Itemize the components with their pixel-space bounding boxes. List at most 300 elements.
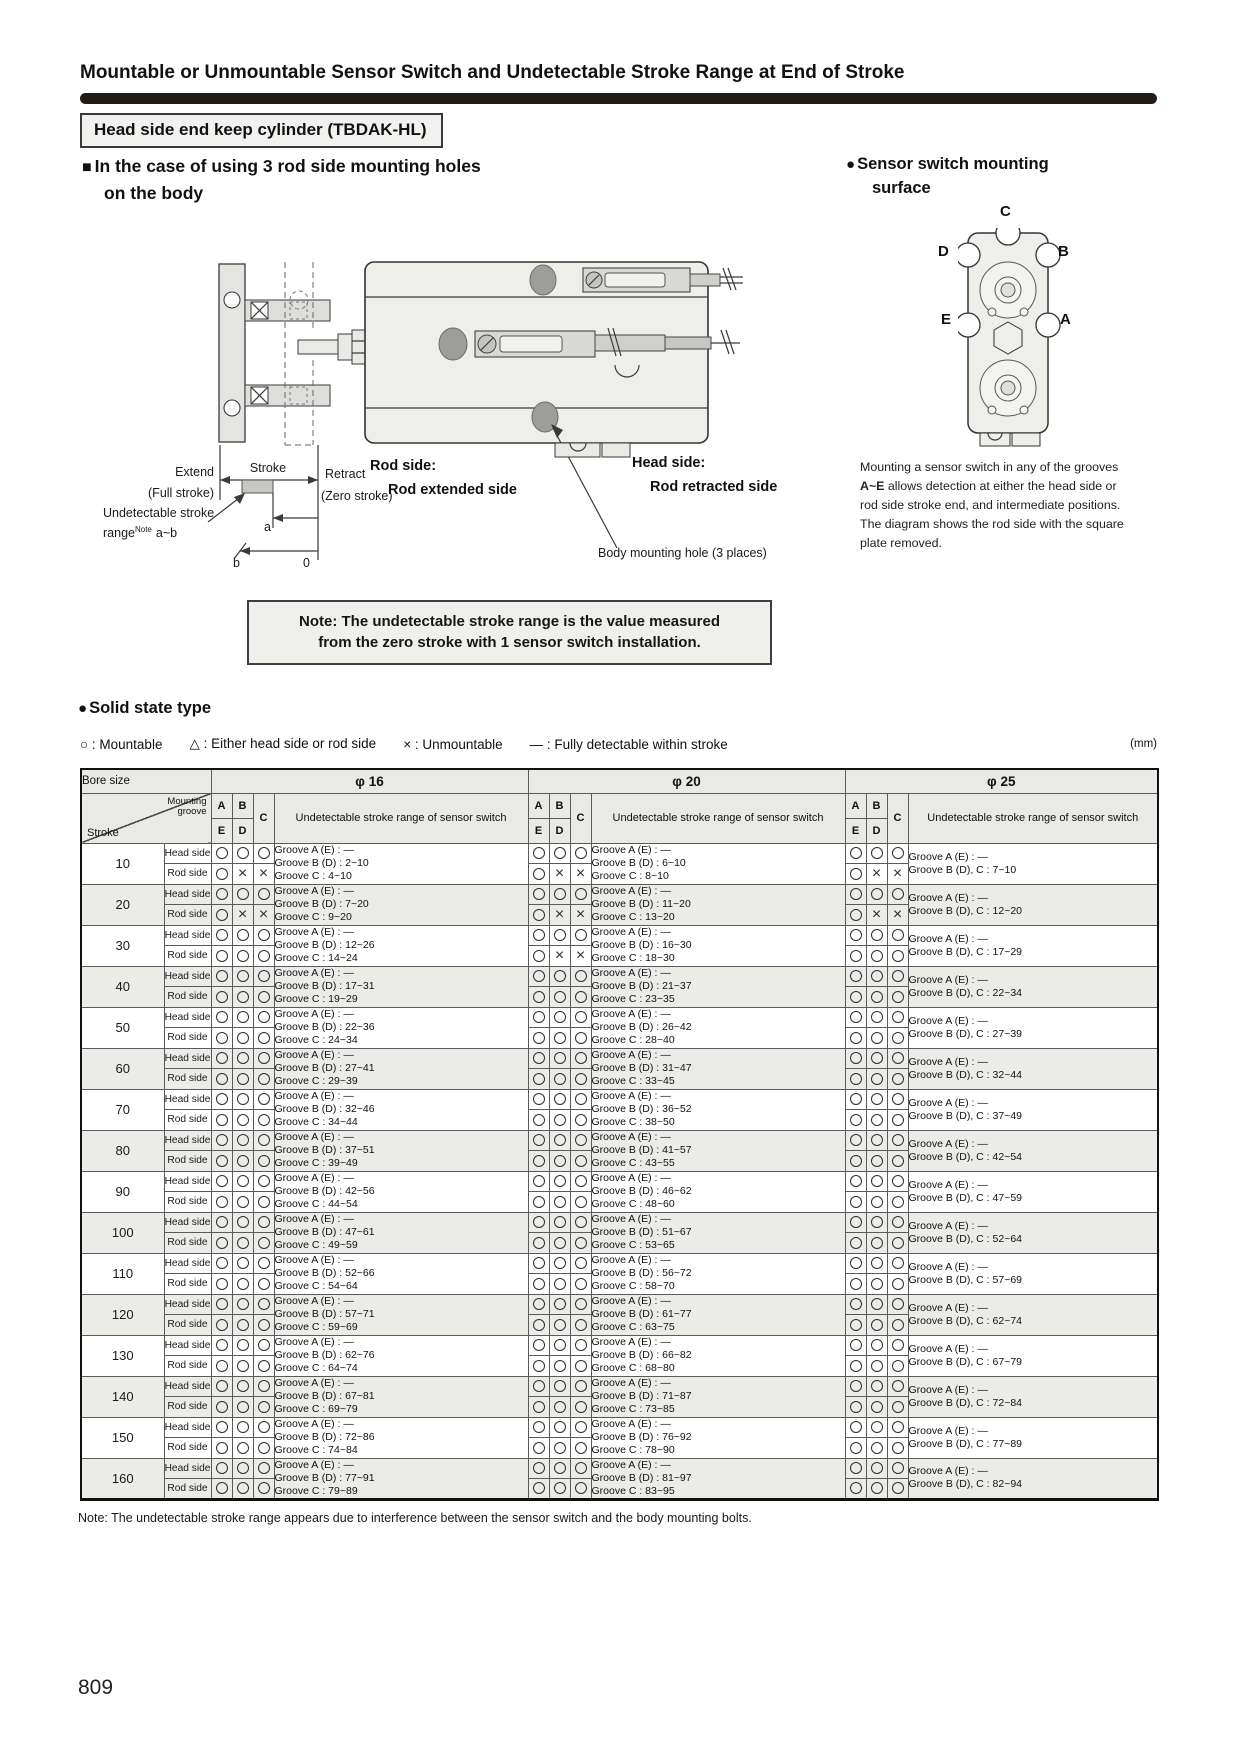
range-word: range: [103, 526, 135, 541]
mountable-mark-cell: [528, 966, 549, 987]
mountable-circle-icon: [850, 888, 862, 900]
mountable-circle-icon: [871, 1360, 883, 1372]
mountable-mark-cell: [887, 1110, 908, 1131]
mountable-mark-cell: [549, 1007, 570, 1028]
mountable-mark-cell: [887, 1274, 908, 1295]
mountable-mark-cell: [528, 1438, 549, 1459]
circle-bullet-icon: ●: [846, 156, 856, 173]
mountable-mark-cell: [570, 1171, 591, 1192]
table-row: [81, 1335, 1158, 1356]
mountable-circle-icon: [892, 1196, 904, 1208]
mountable-circle-icon: [237, 1380, 249, 1392]
groove-range-cell: Groove A (E) : — Groove B (D) : 47~61 Groove C : 49~59: [274, 1212, 528, 1253]
table-row: [81, 1171, 1158, 1192]
mountable-circle-icon: [258, 1401, 270, 1413]
mountable-circle-icon: [533, 1196, 545, 1208]
mountable-mark-cell: [528, 1110, 549, 1131]
mountable-circle-icon: [533, 847, 545, 859]
mountable-circle-icon: [575, 1339, 587, 1351]
mountable-circle-icon: [533, 1216, 545, 1228]
mountable-circle-icon: [892, 1052, 904, 1064]
letter-d: D: [238, 824, 247, 837]
mountable-mark-cell: [845, 946, 866, 967]
mountable-mark-cell: [866, 1048, 887, 1069]
mountable-circle-icon: [871, 1011, 883, 1023]
solid-state-heading: [78, 699, 211, 718]
mountable-mark-cell: [528, 1479, 549, 1500]
mountable-mark-cell: [866, 925, 887, 946]
unmountable-x-icon: ×: [554, 946, 565, 964]
mountable-mark-cell: [253, 1028, 274, 1049]
mountable-circle-icon: [533, 1011, 545, 1023]
mountable-mark-cell: [845, 1130, 866, 1151]
desc-line5: plate removed.: [860, 536, 942, 550]
mountable-circle-icon: [533, 1421, 545, 1433]
mountable-mark-cell: [528, 1028, 549, 1049]
mountable-circle-icon: [258, 1073, 270, 1085]
mountable-mark-cell: [549, 1335, 570, 1356]
mountable-mark-cell: [211, 1479, 232, 1500]
mountable-mark-cell: [549, 1028, 570, 1049]
mountable-mark-cell: [549, 1130, 570, 1151]
letter-d: D: [555, 824, 564, 837]
mountable-circle-icon: [892, 1462, 904, 1474]
mountable-mark-cell: [528, 1007, 549, 1028]
mountable-mark-cell: [887, 1417, 908, 1438]
mountable-circle-icon: [533, 868, 545, 880]
undetectable-range-label-line1: Undetectable stroke: [103, 506, 215, 520]
groove-col-bd: [549, 793, 570, 843]
mountable-circle-icon: [871, 1462, 883, 1474]
mountable-circle-icon: [216, 1442, 228, 1454]
mountable-mark-cell: [866, 1110, 887, 1131]
mountable-circle-icon: [892, 888, 904, 900]
mountable-circle-icon: [258, 1380, 270, 1392]
mountable-circle-icon: [533, 1360, 545, 1372]
mountable-mark-cell: [253, 1335, 274, 1356]
mountable-circle-icon: [554, 1032, 566, 1044]
mountable-circle-icon: [850, 1052, 862, 1064]
rod-side-cell: Rod side: [164, 1192, 211, 1213]
mountable-mark-cell: [253, 1151, 274, 1172]
mountable-mark-cell: [211, 1397, 232, 1418]
mountable-mark-cell: [211, 1417, 232, 1438]
unmountable-mark-cell: [232, 864, 253, 885]
mountable-mark-cell: [570, 1212, 591, 1233]
mountable-circle-icon: [554, 1155, 566, 1167]
groove-range-cell: Groove A (E) : — Groove B (D) : 6~10 Groove C : 8~10: [591, 843, 845, 884]
rod-side-cell: Rod side: [164, 864, 211, 885]
mountable-circle-icon: [850, 1278, 862, 1290]
mountable-circle-icon: [216, 1175, 228, 1187]
table-row: [81, 843, 1158, 864]
sensor-mounting-heading-line1: Sensor switch mounting: [857, 155, 1049, 173]
rod-side-cell: Rod side: [164, 1069, 211, 1090]
mountable-mark-cell: [549, 1356, 570, 1377]
left-heading-line2: on the body: [104, 183, 204, 203]
mountable-circle-icon: [575, 1421, 587, 1433]
mountable-mark-cell: [887, 1294, 908, 1315]
letter-e: E: [217, 824, 226, 837]
mountable-circle-icon: [575, 1401, 587, 1413]
mountable-circle-icon: [237, 1011, 249, 1023]
mountable-mark-cell: [232, 1048, 253, 1069]
mountable-circle-icon: [575, 1257, 587, 1269]
mountable-circle-icon: [575, 1114, 587, 1126]
mountable-mark-cell: [528, 864, 549, 885]
corner-cell: [81, 793, 211, 843]
unmountable-mark-cell: [253, 864, 274, 885]
mountable-mark-cell: [887, 1048, 908, 1069]
rod-side-cell: Rod side: [164, 1274, 211, 1295]
mountable-circle-icon: [237, 1052, 249, 1064]
mountable-circle-icon: [850, 909, 862, 921]
undetectable-header-20: Undetectable stroke range of sensor switch: [591, 793, 845, 843]
mountable-mark-cell: [232, 1028, 253, 1049]
mountable-mark-cell: [570, 843, 591, 864]
mountable-circle-icon: [850, 1421, 862, 1433]
mountable-mark-cell: [570, 1274, 591, 1295]
mountable-circle-icon: [850, 1482, 862, 1494]
mountable-circle-icon: [554, 1114, 566, 1126]
mountable-circle-icon: [871, 847, 883, 859]
mountable-mark-cell: [845, 1151, 866, 1172]
mountable-circle-icon: [871, 888, 883, 900]
stroke-cell: 90: [81, 1171, 164, 1212]
head-side-cell: Head side: [164, 1294, 211, 1315]
mountable-circle-icon: [216, 888, 228, 900]
groove-range-cell: Groove A (E) : — Groove B (D) : 72~86 Groove C : 74~84: [274, 1417, 528, 1458]
mountable-circle-icon: [575, 1134, 587, 1146]
mountable-mark-cell: [528, 1069, 549, 1090]
table-row: [81, 1253, 1158, 1274]
unmountable-mark-cell: [866, 905, 887, 926]
mountable-circle-icon: [892, 847, 904, 859]
unmountable-x-icon: ×: [575, 946, 586, 964]
bore-20-header: φ 20: [528, 769, 845, 793]
mountable-mark-cell: [211, 1130, 232, 1151]
mountable-mark-cell: [211, 1376, 232, 1397]
mountable-mark-cell: [232, 1335, 253, 1356]
groove-col-ae: [845, 793, 866, 843]
groove-range-cell: Groove A (E) : — Groove B (D) : 42~56 Groove C : 44~54: [274, 1171, 528, 1212]
legend-fully-detectable: — : Fully detectable within stroke: [529, 736, 728, 752]
mountable-circle-icon: [258, 970, 270, 982]
head-side-cell: Head side: [164, 1171, 211, 1192]
mountable-mark-cell: [866, 946, 887, 967]
mountable-circle-icon: [237, 1278, 249, 1290]
mountable-mark-cell: [253, 1171, 274, 1192]
mountable-mark-cell: [570, 1028, 591, 1049]
mountable-mark-cell: [253, 1458, 274, 1479]
head-side-cell: Head side: [164, 1458, 211, 1479]
mountable-circle-icon: [237, 1442, 249, 1454]
rod-side-cell: Rod side: [164, 1479, 211, 1500]
mountable-mark-cell: [232, 1376, 253, 1397]
mountable-mark-cell: [253, 1479, 274, 1500]
mountable-mark-cell: [845, 1294, 866, 1315]
groove-range-cell: Groove A (E) : — Groove B (D) : 21~37 Groove C : 23~35: [591, 966, 845, 1007]
mountable-circle-icon: [533, 1257, 545, 1269]
mountable-mark-cell: [570, 1376, 591, 1397]
letter-a: A: [529, 794, 549, 819]
mountable-mark-cell: [549, 1438, 570, 1459]
mountable-mark-cell: [866, 1315, 887, 1336]
mountable-mark-cell: [211, 1110, 232, 1131]
mountable-circle-icon: [850, 1319, 862, 1331]
mountable-circle-icon: [216, 1360, 228, 1372]
mountable-mark-cell: [232, 966, 253, 987]
mountable-mark-cell: [549, 1315, 570, 1336]
mountable-circle-icon: [258, 1196, 270, 1208]
groove-word: groove: [177, 806, 207, 817]
mountable-mark-cell: [887, 1212, 908, 1233]
stroke-cell: 110: [81, 1253, 164, 1294]
mountable-mark-cell: [887, 1376, 908, 1397]
mountable-circle-icon: [871, 1155, 883, 1167]
mountable-circle-icon: [575, 1319, 587, 1331]
groove-col-c: C: [887, 793, 908, 843]
mountable-circle-icon: [216, 1298, 228, 1310]
mountable-circle-icon: [216, 1278, 228, 1290]
mountable-mark-cell: [232, 1356, 253, 1377]
mountable-mark-cell: [845, 1479, 866, 1500]
mountable-circle-icon: [237, 1073, 249, 1085]
mountable-circle-icon: [258, 847, 270, 859]
mountable-mark-cell: [528, 1171, 549, 1192]
mountable-mark-cell: [253, 1048, 274, 1069]
mountable-circle-icon: [533, 1298, 545, 1310]
mountable-circle-icon: [533, 991, 545, 1003]
mountable-mark-cell: [549, 1233, 570, 1254]
mountable-mark-cell: [232, 884, 253, 905]
head-side-cell: Head side: [164, 1212, 211, 1233]
mountable-mark-cell: [528, 1151, 549, 1172]
dim-a-label: a: [264, 520, 271, 534]
groove-range-cell: Groove A (E) : — Groove B (D), C : 77~89: [908, 1417, 1158, 1458]
mountable-mark-cell: [570, 1069, 591, 1090]
mountable-mark-cell: [845, 1048, 866, 1069]
note-box-line1: Note: The undetectable stroke range is the value measured: [299, 613, 720, 630]
legend-mountable: ○ : Mountable: [80, 736, 163, 752]
mountable-mark-cell: [211, 1315, 232, 1336]
page-number: 809: [78, 1676, 114, 1699]
mountable-circle-icon: [871, 1196, 883, 1208]
groove-range-cell: Groove A (E) : — Groove B (D) : 12~26 Groove C : 14~24: [274, 925, 528, 966]
mountable-circle-icon: [554, 1421, 566, 1433]
mountable-mark-cell: [866, 1458, 887, 1479]
mountable-circle-icon: [871, 1237, 883, 1249]
mountable-circle-icon: [575, 1196, 587, 1208]
mountable-mark-cell: [845, 987, 866, 1008]
mountable-circle-icon: [871, 1421, 883, 1433]
rod-retracted-label: Rod retracted side: [650, 479, 778, 495]
mountable-circle-icon: [575, 888, 587, 900]
mountable-circle-icon: [237, 1196, 249, 1208]
mountable-mark-cell: [253, 946, 274, 967]
note-superscript: Note: [134, 525, 152, 534]
mountable-mark-cell: [232, 946, 253, 967]
mountable-mark-cell: [211, 987, 232, 1008]
groove-range-cell: Groove A (E) : — Groove B (D) : 66~82 Groove C : 68~80: [591, 1335, 845, 1376]
mountable-mark-cell: [549, 966, 570, 987]
cylinder-diagram: [85, 230, 745, 590]
mountable-circle-icon: [554, 1052, 566, 1064]
mountable-circle-icon: [258, 1257, 270, 1269]
mountable-circle-icon: [533, 1339, 545, 1351]
mountable-mark-cell: [253, 1438, 274, 1459]
mountable-mark-cell: [887, 1089, 908, 1110]
mountable-circle-icon: [216, 950, 228, 962]
mountable-mark-cell: [253, 1417, 274, 1438]
mountable-mark-cell: [887, 884, 908, 905]
mountable-mark-cell: [570, 1192, 591, 1213]
mountable-mark-cell: [549, 925, 570, 946]
mountable-mark-cell: [528, 1356, 549, 1377]
mountable-mark-cell: [528, 1233, 549, 1254]
mountable-mark-cell: [845, 1007, 866, 1028]
mountable-circle-icon: [850, 1032, 862, 1044]
mountable-circle-icon: [258, 1278, 270, 1290]
mountable-circle-icon: [554, 847, 566, 859]
table-row: [81, 925, 1158, 946]
mountable-circle-icon: [258, 1114, 270, 1126]
mountable-mark-cell: [253, 1397, 274, 1418]
mountable-mark-cell: [528, 1335, 549, 1356]
mountable-circle-icon: [258, 888, 270, 900]
mountable-mark-cell: [549, 1274, 570, 1295]
mountable-mark-cell: [866, 1253, 887, 1274]
mountable-circle-icon: [258, 1237, 270, 1249]
mountable-circle-icon: [216, 1257, 228, 1269]
mountable-mark-cell: [232, 987, 253, 1008]
mountable-circle-icon: [237, 1093, 249, 1105]
mountable-circle-icon: [533, 1114, 545, 1126]
sensor-mounting-heading: [846, 155, 1049, 174]
mountable-mark-cell: [253, 1192, 274, 1213]
stroke-column-label: Stroke: [87, 826, 119, 839]
mountable-mark-cell: [845, 925, 866, 946]
legend-row: [80, 736, 1157, 752]
mountable-circle-icon: [258, 1093, 270, 1105]
unmountable-mark-cell: [887, 905, 908, 926]
groove-range-cell: Groove A (E) : — Groove B (D) : 26~42 Groove C : 28~40: [591, 1007, 845, 1048]
mountable-circle-icon: [892, 1011, 904, 1023]
mountable-mark-cell: [570, 1110, 591, 1131]
mountable-mark-cell: [887, 925, 908, 946]
groove-range-cell: Groove A (E) : — Groove B (D) : 17~31 Groove C : 19~29: [274, 966, 528, 1007]
mountable-circle-icon: [554, 1360, 566, 1372]
mountable-circle-icon: [850, 1360, 862, 1372]
mountable-circle-icon: [575, 1442, 587, 1454]
mountable-circle-icon: [258, 991, 270, 1003]
mountable-mark-cell: [570, 925, 591, 946]
stroke-range-table: [80, 768, 1159, 1501]
mountable-mark-cell: [866, 1274, 887, 1295]
mountable-circle-icon: [892, 1319, 904, 1331]
mountable-circle-icon: [258, 1175, 270, 1187]
table-row: [81, 1417, 1158, 1438]
unmountable-mark-cell: [253, 905, 274, 926]
mountable-mark-cell: [528, 1294, 549, 1315]
mountable-mark-cell: [232, 1110, 253, 1131]
mountable-circle-icon: [216, 1216, 228, 1228]
mountable-mark-cell: [570, 1151, 591, 1172]
mountable-circle-icon: [892, 1257, 904, 1269]
groove-range-cell: Groove A (E) : — Groove B (D), C : 72~84: [908, 1376, 1158, 1417]
mountable-circle-icon: [871, 1278, 883, 1290]
mountable-mark-cell: [211, 1007, 232, 1028]
mountable-mark-cell: [845, 1335, 866, 1356]
mountable-circle-icon: [237, 1462, 249, 1474]
mountable-circle-icon: [258, 1442, 270, 1454]
mountable-circle-icon: [216, 1462, 228, 1474]
mountable-mark-cell: [570, 1253, 591, 1274]
mountable-mark-cell: [845, 1356, 866, 1377]
mountable-circle-icon: [533, 1278, 545, 1290]
mountable-circle-icon: [575, 847, 587, 859]
mountable-circle-icon: [237, 1216, 249, 1228]
mountable-mark-cell: [253, 1233, 274, 1254]
mountable-mark-cell: [866, 1151, 887, 1172]
mountable-mark-cell: [570, 987, 591, 1008]
mountable-circle-icon: [237, 1175, 249, 1187]
mountable-mark-cell: [866, 1069, 887, 1090]
mountable-circle-icon: [237, 1482, 249, 1494]
retract-label: Retract: [325, 467, 366, 481]
groove-col-c: C: [570, 793, 591, 843]
mountable-mark-cell: [570, 1294, 591, 1315]
mountable-mark-cell: [887, 1315, 908, 1336]
groove-range-cell: Groove A (E) : — Groove B (D), C : 37~49: [908, 1089, 1158, 1130]
mountable-mark-cell: [211, 1089, 232, 1110]
mountable-circle-icon: [554, 1175, 566, 1187]
mountable-mark-cell: [866, 1007, 887, 1028]
unmountable-x-icon: ×: [554, 905, 565, 923]
mountable-circle-icon: [554, 1339, 566, 1351]
letter-b: B: [550, 794, 570, 819]
legend-either-side: △ : Either head side or rod side: [189, 736, 377, 751]
groove-range-cell: Groove A (E) : — Groove B (D) : 31~47 Groove C : 33~45: [591, 1048, 845, 1089]
mountable-circle-icon: [554, 1257, 566, 1269]
head-side-cell: Head side: [164, 843, 211, 864]
mountable-mark-cell: [887, 1069, 908, 1090]
mountable-circle-icon: [216, 991, 228, 1003]
mountable-mark-cell: [845, 843, 866, 864]
head-side-cell: Head side: [164, 966, 211, 987]
mountable-mark-cell: [528, 925, 549, 946]
mountable-circle-icon: [533, 1175, 545, 1187]
groove-range-cell: Groove A (E) : — Groove B (D) : 76~92 Groove C : 78~90: [591, 1417, 845, 1458]
unmountable-x-icon: ×: [237, 905, 248, 923]
mountable-mark-cell: [866, 1397, 887, 1418]
mountable-mark-cell: [549, 987, 570, 1008]
mountable-circle-icon: [850, 1073, 862, 1085]
desc-line2-bold: A~E: [860, 479, 885, 493]
mountable-mark-cell: [232, 1171, 253, 1192]
stroke-cell: 150: [81, 1417, 164, 1458]
mountable-circle-icon: [216, 1155, 228, 1167]
mountable-circle-icon: [533, 1237, 545, 1249]
mountable-mark-cell: [211, 884, 232, 905]
mountable-mark-cell: [549, 843, 570, 864]
mountable-mark-cell: [211, 1294, 232, 1315]
stroke-cell: 100: [81, 1212, 164, 1253]
rod-side-cell: Rod side: [164, 1028, 211, 1049]
mountable-circle-icon: [216, 1421, 228, 1433]
mountable-mark-cell: [845, 905, 866, 926]
mountable-circle-icon: [850, 970, 862, 982]
